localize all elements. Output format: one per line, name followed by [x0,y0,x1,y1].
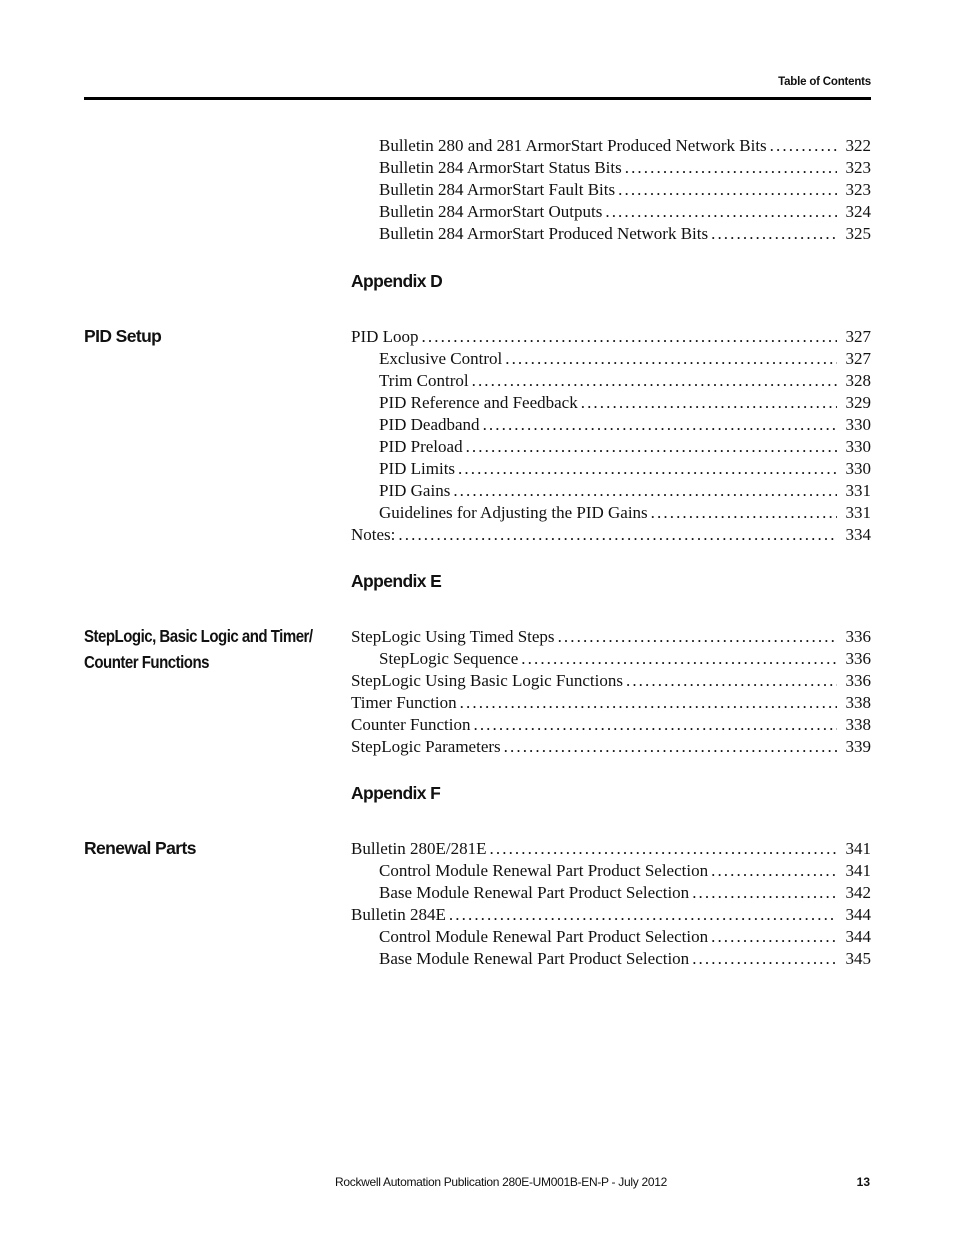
dot-leader [449,904,837,926]
dot-leader [711,860,837,882]
toc-entry[interactable]: StepLogic Parameters ..... 339 [351,736,871,758]
toc-entry[interactable]: Base Module Renewal Part Product Selection ..... 345 [351,948,871,970]
dot-leader [605,201,837,223]
dot-leader [422,326,837,348]
dot-leader [625,157,837,179]
appendix-d-title[interactable]: PID Setup [84,326,162,346]
footer-page-number: 13 [856,1175,870,1189]
appendix-e-label: Appendix E [351,571,442,591]
toc-entry[interactable]: Bulletin 284 ArmorStart Fault Bits ..... 323 [351,179,871,201]
appendix-e-list [351,626,871,758]
dot-leader [472,370,837,392]
toc-entry[interactable]: PID Preload ..... 330 [351,436,871,458]
dot-leader [521,648,837,670]
dot-leader [490,838,837,860]
appendix-e-title[interactable] [84,623,346,675]
toc-entry[interactable]: PID Loop ..... 327 [351,326,871,348]
appendix-f-label: Appendix F [351,783,441,803]
toc-entry[interactable]: Trim Control ..... 328 [351,370,871,392]
toc-entry[interactable]: StepLogic Using Timed Steps ..... 336 [351,626,871,648]
toc-entry[interactable]: PID Reference and Feedback ..... 329 [351,392,871,414]
toc-entry[interactable]: Counter Function ..... 338 [351,714,871,736]
dot-leader [398,524,837,546]
appendix-d-label: Appendix D [351,271,443,291]
toc-entry[interactable]: Bulletin 284 ArmorStart Status Bits ..... 323 [351,157,871,179]
toc-continued-list [351,135,871,245]
toc-entry[interactable]: PID Limits ..... 330 [351,458,871,480]
toc-entry[interactable]: PID Gains ..... 331 [351,480,871,502]
dot-leader [581,392,837,414]
dot-leader [692,882,837,904]
toc-entry[interactable]: Bulletin 284 ArmorStart Produced Network Bits ..... 325 [351,223,871,245]
toc-entry[interactable]: Bulletin 284E ..... 344 [351,904,871,926]
footer-publication: Rockwell Automation Publication 280E-UM001B-EN-P - July 2012 [335,1175,667,1189]
dot-leader [770,135,837,157]
toc-entry[interactable]: Base Module Renewal Part Product Selection ..... 342 [351,882,871,904]
toc-entry[interactable]: Bulletin 280E/281E ..... 341 [351,838,871,860]
toc-entry[interactable]: Notes: ..... 334 [351,524,871,546]
header-rule [84,97,871,100]
toc-entry[interactable]: StepLogic Sequence ..... 336 [351,648,871,670]
appendix-f-title[interactable]: Renewal Parts [84,838,196,858]
dot-leader [618,179,837,201]
running-header: Table of Contents [778,76,871,88]
toc-entry[interactable]: Control Module Renewal Part Product Selection ..... 344 [351,926,871,948]
toc-entry[interactable]: Exclusive Control ..... 327 [351,348,871,370]
toc-entry[interactable]: Bulletin 284 ArmorStart Outputs ..... 324 [351,201,871,223]
dot-leader [453,480,837,502]
dot-leader [460,692,837,714]
toc-entry[interactable]: Timer Function ..... 338 [351,692,871,714]
dot-leader [473,714,837,736]
appendix-f-list [351,838,871,970]
toc-entry[interactable]: StepLogic Using Basic Logic Functions ..... 336 [351,670,871,692]
appendix-d-list [351,326,871,546]
dot-leader [626,670,837,692]
dot-leader [558,626,837,648]
dot-leader [466,436,837,458]
dot-leader [711,926,837,948]
dot-leader [692,948,837,970]
appendix-e-title-line1: StepLogic, Basic Logic and Timer/ [84,626,313,646]
dot-leader [651,502,837,524]
toc-entry[interactable]: PID Deadband ..... 330 [351,414,871,436]
toc-entry[interactable]: Guidelines for Adjusting the PID Gains ..... 331 [351,502,871,524]
dot-leader [483,414,837,436]
dot-leader [505,348,837,370]
toc-entry[interactable]: Control Module Renewal Part Product Selection ..... 341 [351,860,871,882]
dot-leader [458,458,837,480]
dot-leader [711,223,837,245]
dot-leader [504,736,837,758]
appendix-e-title-line2: Counter Functions [84,652,209,672]
toc-entry[interactable]: Bulletin 280 and 281 ArmorStart Produced Network Bits ..... 322 [351,135,871,157]
